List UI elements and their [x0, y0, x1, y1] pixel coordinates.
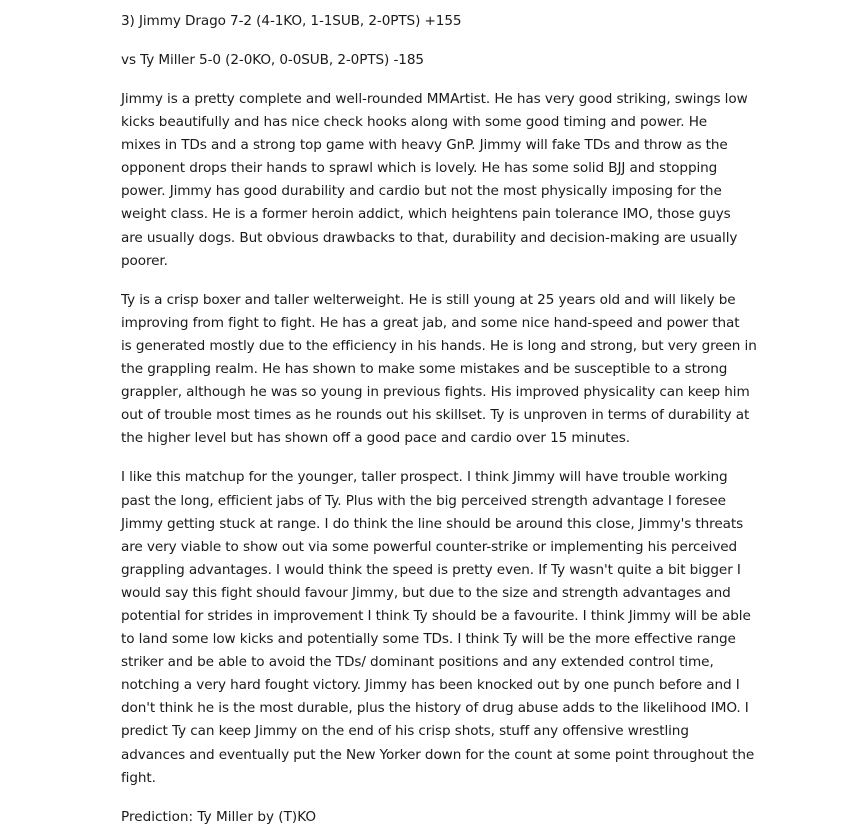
text-line: past the long, efficient jabs of Ty. Plus with the big perceived strength advantage I foresee: [121, 492, 726, 509]
text-line: weight class. He is a former heroin addict, which heightens pain tolerance IMO, those guys: [121, 206, 731, 223]
prediction: Prediction: Ty Miller by (T)KO: [121, 808, 317, 825]
text-line: the higher level but has shown off a good pace and cardio over 15 minutes.: [121, 430, 630, 447]
text-line: don't think he is the most durable, plus the history of drug abuse adds to the likelihood IMO. I: [121, 700, 749, 717]
text-line: improving from fight to fight. He has a great jab, and some nice hand-speed and power that: [121, 314, 740, 331]
text-line: Jimmy is a pretty complete and well-rounded MMArtist. He has very good striking, swings low: [121, 91, 748, 107]
fighter-2-record: vs Ty Miller 5-0 (2-0KO, 0-0SUB, 2-0PTS) -185: [121, 52, 424, 68]
text-line: is generated mostly due to the efficiency in his hands. He is long and strong, but very green in: [121, 337, 757, 354]
text-line: the grappling realm. He has shown to make some mistakes and be susceptible to a strong: [121, 361, 728, 378]
text-line: grappler, although he was so young in previous fights. His improved physicality can keep him: [121, 384, 750, 401]
text-line: Ty is a crisp boxer and taller welterweight. He is still young at 25 years old and will likely be: [121, 291, 736, 308]
article-body: [121, 10, 757, 829]
text-line: out of trouble most times as he rounds out his skillset. Ty is unproven in terms of durability at: [121, 407, 750, 424]
text-line: to land some low kicks and potentially some TDs. I think Ty will be the more effective range: [121, 631, 736, 648]
text-line: notching a very hard fought victory. Jimmy has been knocked out by one punch before and I: [121, 677, 740, 694]
text-line: Jimmy getting stuck at range. I do think the line should be around this close, Jimmy's threats: [121, 515, 744, 532]
text-line: I like this matchup for the younger, taller prospect. I think Jimmy will have trouble working: [121, 469, 728, 486]
text-line: would say this fight should favour Jimmy, but due to the size and strength advantages and: [121, 584, 731, 601]
text-line: are very viable to show out via some powerful counter-strike or implementing his perceived: [121, 538, 738, 555]
text-line: fight.: [121, 769, 156, 786]
paragraph-matchup-breakdown: [121, 466, 755, 789]
text-line: are usually dogs. But obvious drawbacks to that, durability and decision-making are usually: [121, 229, 738, 246]
paragraph-jimmy-analysis: [121, 88, 748, 273]
fighter-1-record: 3) Jimmy Drago 7-2 (4-1KO, 1-1SUB, 2-0PTS) +155: [121, 13, 462, 29]
text-line: potential for strides in improvement I think Ty should be a favourite. I think Jimmy will be able: [121, 607, 751, 624]
text-line: predict Ty can keep Jimmy on the end of his crisp shots, stuff any offensive wrestling: [121, 723, 689, 740]
paragraph-ty-analysis: [121, 289, 757, 451]
text-line: poorer.: [121, 252, 168, 269]
text-line: power. Jimmy has good durability and cardio but not the most physically imposing for the: [121, 183, 722, 200]
text-line: mixes in TDs and a strong top game with heavy GnP. Jimmy will fake TDs and throw as the: [121, 137, 728, 154]
text-line: opponent drops their hands to sprawl which is lovely. He has some solid BJJ and stopping: [121, 160, 718, 177]
text-line: grappling advantages. I would think the speed is pretty even. If Ty wasn't quite a bit bigger I: [121, 561, 741, 578]
text-line: striker and be able to avoid the TDs/ dominant positions and any extended control time,: [121, 654, 714, 671]
text-line: advances and eventually put the New Yorker down for the count at some point throughout the: [121, 746, 755, 763]
text-line: kicks beautifully and has nice check hooks along with some good timing and power. He: [121, 114, 708, 131]
